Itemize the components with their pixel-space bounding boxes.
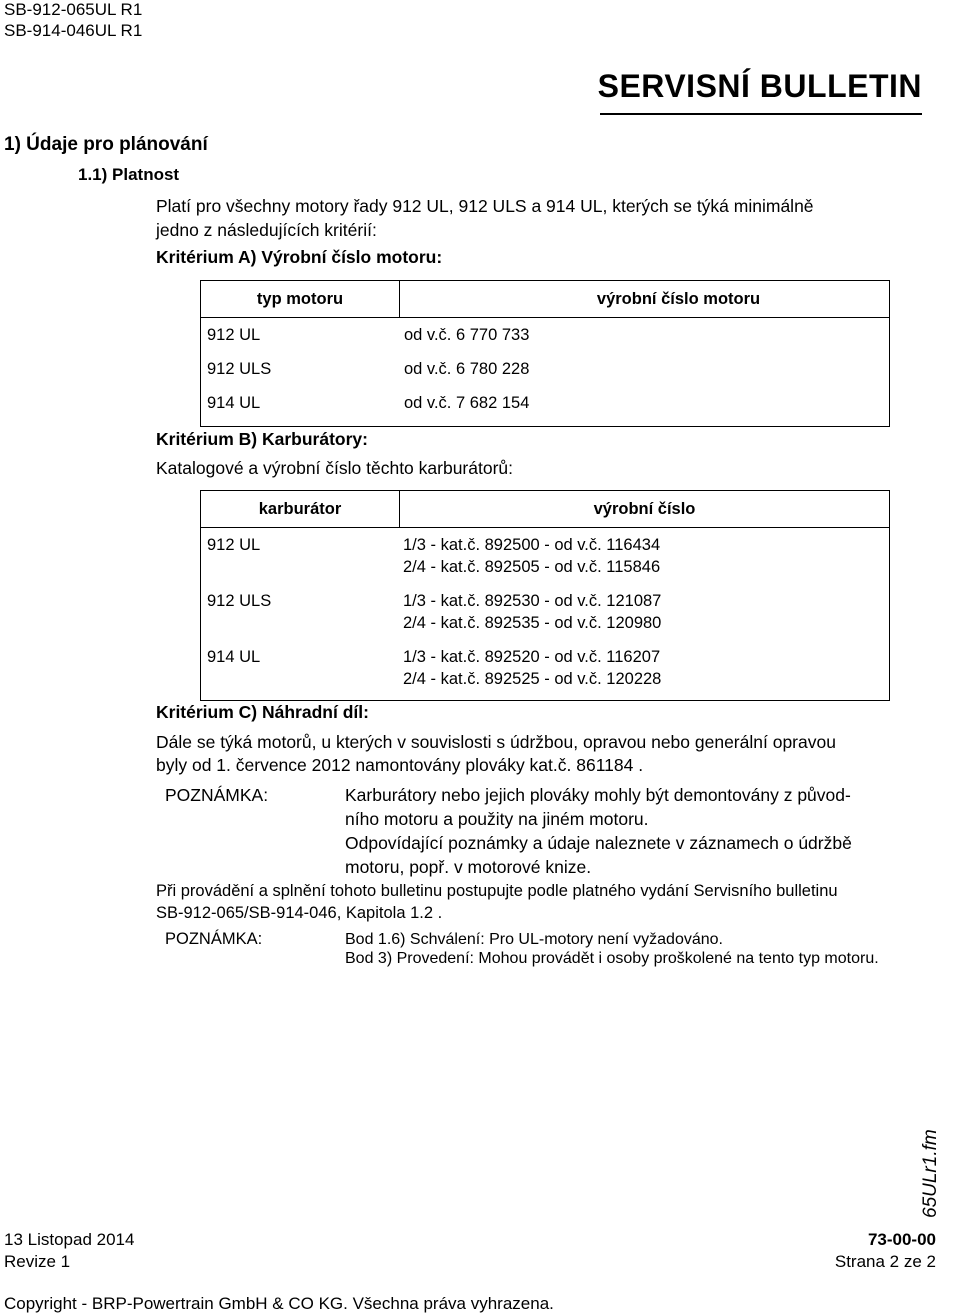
criterion-b-title: Kritérium B) Karburátory: [156, 429, 368, 449]
carburetor-type: 912 UL [207, 536, 261, 554]
engine-serial: od v.č. 6 770 733 [404, 326, 530, 344]
carburetor-row [207, 534, 889, 590]
criterion-b-table [200, 490, 890, 701]
procedure-line-2: SB-912-065/SB-914-046, Kapitola 1.2 . [156, 904, 443, 922]
column-header-carburetor: karburátor [201, 491, 400, 528]
engine-type: 914 UL [207, 394, 261, 412]
note-line: ního motoru a použity na jiném motoru. [345, 809, 649, 829]
note-label: POZNÁMKA: [165, 930, 263, 948]
carburetor-serial-line: 2/4 - kat.č. 892525 - od v.č. 120228 [403, 670, 662, 688]
column-header-engine-type: typ motoru [201, 281, 400, 318]
criterion-c-title: Kritérium C) Náhradní díl: [156, 702, 369, 722]
engine-serial: od v.č. 7 682 154 [404, 394, 530, 412]
column-header-serial-number: výrobní číslo [400, 491, 890, 528]
note-line: Karburátory nebo jejich plováky mohly být demontovány z původ- [345, 785, 851, 805]
column-header-serial-label: výrobní číslo motoru [596, 289, 761, 308]
engine-row [207, 318, 889, 352]
intro-line-2: jedno z následujících kritérií: [156, 220, 377, 240]
footer-page-number: Strana 2 ze 2 [834, 1252, 936, 1271]
table-row [201, 318, 890, 427]
footer-revision: Revize 1 [4, 1252, 71, 1271]
subsection-heading: 1.1) Platnost [78, 165, 180, 184]
carburetor-serial-line: 1/3 - kat.č. 892530 - od v.č. 121087 [403, 592, 662, 610]
engine-row [207, 352, 889, 386]
carburetor-serial-line: 2/4 - kat.č. 892535 - od v.č. 120980 [403, 614, 662, 632]
column-header-serial-number [400, 281, 890, 318]
carburetor-row [207, 590, 889, 646]
bulletin-title: SERVISNÍ BULLETIN [597, 68, 922, 104]
note-label: POZNÁMKA: [165, 785, 269, 805]
note-text [345, 930, 879, 968]
section-heading: 1) Údaje pro plánování [4, 134, 208, 155]
criterion-c-line-1: Dále se týká motorů, u kterých v souvislosti s údržbou, opravou nebo generální opravou [156, 732, 836, 752]
file-name-label: 65ULr1.fm [920, 1129, 941, 1218]
footer-chapter-code: 73-00-00 [867, 1230, 936, 1249]
carburetor-type: 912 ULS [207, 592, 272, 610]
carburetor-serial-line: 1/3 - kat.č. 892520 - od v.č. 116207 [403, 648, 661, 666]
procedure-line-1: Při provádění a splnění tohoto bulletinu postupujte podle platného vydání Servisního bulletinu [156, 882, 838, 900]
document-id-1: SB-912-065UL R1 [4, 0, 143, 19]
table-row [201, 528, 890, 701]
criterion-a-table [200, 280, 890, 427]
engine-type: 912 UL [207, 326, 261, 344]
footer-date: 13 Listopad 2014 [4, 1230, 135, 1249]
carburetor-serial-line: 1/3 - kat.č. 892500 - od v.č. 116434 [403, 536, 661, 554]
note-line: Bod 1.6) Schválení: Pro UL-motory není vyžadováno. [345, 931, 723, 948]
engine-row [207, 386, 889, 420]
criterion-c-line-2: byly od 1. července 2012 namontovány plováky kat.č. 861184 . [156, 755, 644, 775]
carburetor-type: 914 UL [207, 648, 261, 666]
footer-copyright: Copyright - BRP-Powertrain GmbH & CO KG. Všechna práva vyhrazena. [4, 1294, 554, 1313]
criterion-b-subtitle: Katalogové a výrobní číslo těchto karburátorů: [156, 458, 514, 478]
criterion-a-title: Kritérium A) Výrobní číslo motoru: [156, 247, 443, 267]
note-text [345, 783, 852, 879]
document-id-2: SB-914-046UL R1 [4, 21, 143, 40]
engine-serial: od v.č. 6 780 228 [404, 360, 530, 378]
carburetor-serial-line: 2/4 - kat.č. 892505 - od v.č. 115846 [403, 558, 661, 576]
note-line: motoru, popř. v motorové knize. [345, 857, 592, 877]
note-line: Bod 3) Provedení: Mohou provádět i osoby proškolené na tento typ motoru. [345, 950, 879, 967]
carburetor-row [207, 646, 889, 696]
note-line: Odpovídající poznámky a údaje naleznete v záznamech o údržbě [345, 833, 852, 853]
engine-type: 912 ULS [207, 360, 272, 378]
intro-line-1: Platí pro všechny motory řady 912 UL, 912 ULS a 914 UL, kterých se týká minimálně [156, 196, 814, 216]
header-rule [600, 113, 922, 115]
